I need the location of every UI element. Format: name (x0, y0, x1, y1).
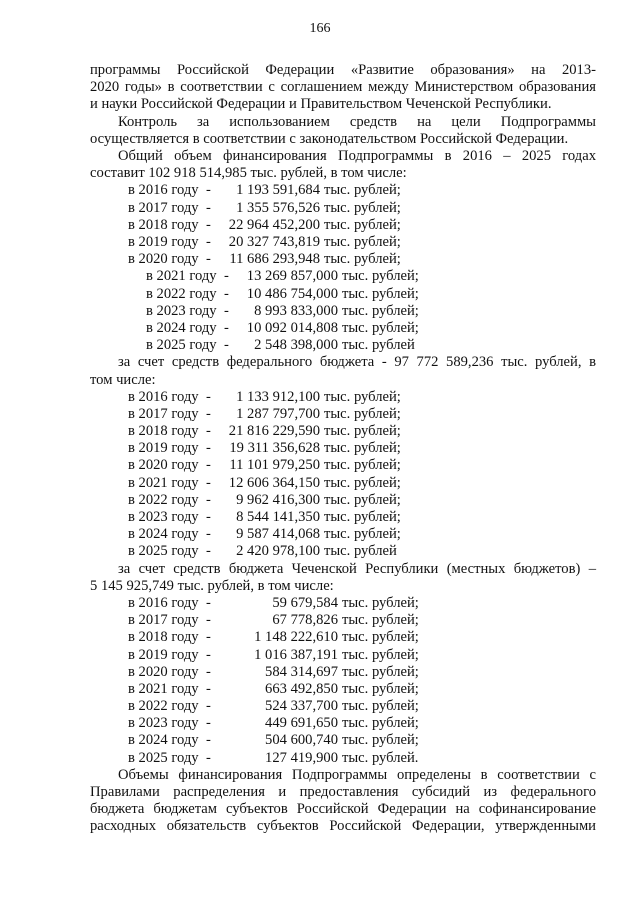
list-item (90, 182, 596, 199)
year-label: в 2019 году (128, 233, 199, 250)
list-item (90, 629, 596, 646)
list-item (90, 595, 596, 612)
unit: тыс. рублей; (342, 680, 419, 697)
text-line: Правилами распределения и предоставления субсидий из федерального (90, 784, 596, 801)
unit: тыс. рублей; (342, 612, 419, 629)
list-item (90, 612, 596, 629)
year-label: в 2021 году (128, 680, 199, 697)
year-label: в 2023 году (146, 302, 217, 319)
dash: - (224, 302, 229, 319)
year-label: в 2016 году (128, 388, 199, 405)
unit: тыс. рублей; (324, 440, 401, 457)
dash: - (206, 629, 211, 646)
list-item (90, 681, 596, 698)
year-label: в 2022 году (128, 698, 199, 715)
text-line: и науки Российской Федерации и Правительством Чеченской Республики. (90, 96, 552, 113)
list-item (90, 200, 596, 217)
year-label: в 2018 году (128, 423, 199, 440)
dash: - (224, 268, 229, 285)
list-item (90, 389, 596, 406)
unit: тыс. рублей; (324, 491, 401, 508)
year-label: в 2022 году (128, 491, 199, 508)
year-label: в 2018 году (128, 629, 199, 646)
closing-paragraph (90, 767, 596, 836)
page-number: 166 (309, 21, 331, 36)
unit: тыс. рублей; (324, 199, 401, 216)
unit: тыс. рублей; (324, 509, 401, 526)
intro-paragraph (90, 62, 596, 114)
text-line: осуществляется в соответствии с законодательством Российской Федерации. (90, 130, 569, 147)
year-label: в 2016 году (128, 594, 199, 611)
dash: - (206, 509, 211, 526)
dash: - (224, 337, 229, 354)
unit: тыс. рублей; (324, 423, 401, 440)
list-item (90, 509, 596, 526)
list-item (90, 234, 596, 251)
unit: тыс. рублей; (342, 646, 419, 663)
dash: - (206, 182, 211, 199)
list-item (90, 217, 596, 234)
dash: - (206, 216, 211, 233)
list-item (90, 251, 596, 268)
unit: тыс. рублей; (324, 526, 401, 543)
amount: 22 964 452,200 (228, 216, 320, 233)
dash: - (206, 732, 211, 749)
year-label: в 2017 году (128, 612, 199, 629)
dash: - (206, 543, 211, 560)
list-item (90, 337, 596, 354)
amount: 13 269 857,000 (246, 268, 338, 285)
list-item (90, 492, 596, 509)
year-label: в 2020 году (128, 251, 199, 268)
year-label: в 2024 году (128, 526, 199, 543)
text-line: бюджета бюджетам субъектов Российской Федерации на софинансирование (90, 801, 596, 818)
list-item (90, 406, 596, 423)
unit: тыс. рублей; (324, 233, 401, 250)
dash: - (206, 474, 211, 491)
unit: тыс. рублей; (324, 251, 401, 268)
unit: тыс. рублей; (342, 715, 419, 732)
amount: 8 544 141,350 (236, 509, 320, 526)
amount: 1 287 797,700 (236, 405, 320, 422)
list-item (90, 320, 596, 337)
amount: 20 327 743,819 (228, 233, 320, 250)
amount: 21 816 229,590 (228, 423, 320, 440)
list-item (90, 526, 596, 543)
text-line: 2020 годы» в соответствии с соглашением между Министерством образования (90, 79, 596, 96)
list-item (90, 732, 596, 749)
unit: тыс. рублей; (324, 457, 401, 474)
text-line: том числе: (90, 371, 156, 388)
dash: - (206, 491, 211, 508)
amount: 67 778,826 (272, 612, 338, 629)
list-item (90, 750, 596, 767)
unit: тыс. рублей; (342, 268, 419, 285)
dash: - (206, 646, 211, 663)
dash: - (206, 388, 211, 405)
amount: 1 133 912,100 (236, 388, 320, 405)
text-line: Объемы финансирования Подпрограммы определены в соответствии с (118, 766, 596, 783)
dash: - (206, 612, 211, 629)
amount: 2 548 398,000 (254, 337, 338, 354)
unit: тыс. рублей. (342, 749, 419, 766)
amount: 11 101 979,250 (229, 457, 320, 474)
unit: тыс. рублей; (342, 732, 419, 749)
text-line: за счет средств бюджета Чеченской Республики (местных бюджетов) – (118, 560, 596, 577)
amount: 2 420 978,100 (236, 543, 320, 560)
unit: тыс. рублей (342, 337, 415, 354)
year-label: в 2023 году (128, 509, 199, 526)
amount: 584 314,697 (265, 663, 338, 680)
dash: - (206, 526, 211, 543)
dash: - (206, 423, 211, 440)
unit: тыс. рублей; (324, 388, 401, 405)
federal-budget-paragraph (90, 354, 596, 388)
amount: 1 016 387,191 (254, 646, 338, 663)
dash: - (206, 457, 211, 474)
unit: тыс. рублей; (342, 594, 419, 611)
list-item (90, 303, 596, 320)
list-item (90, 664, 596, 681)
amount: 1 148 222,610 (254, 629, 338, 646)
unit: тыс. рублей; (324, 405, 401, 422)
dash: - (206, 199, 211, 216)
text-line: составит 102 918 514,985 тыс. рублей, в том числе: (90, 165, 407, 182)
year-label: в 2021 году (146, 268, 217, 285)
amount: 12 606 364,150 (228, 474, 320, 491)
regional-budget-paragraph (90, 561, 596, 595)
dash: - (206, 594, 211, 611)
unit: тыс. рублей; (324, 216, 401, 233)
text-line: расходных обязательств субъектов Российской Федерации, утвержденными (90, 818, 596, 835)
year-label: в 2022 году (146, 285, 217, 302)
list-item (90, 475, 596, 492)
year-label: в 2023 году (128, 715, 199, 732)
amount: 9 587 414,068 (236, 526, 320, 543)
list-item (90, 647, 596, 664)
dash: - (206, 251, 211, 268)
unit: тыс. рублей; (324, 474, 401, 491)
total-by-year-list (90, 182, 596, 354)
amount: 524 337,700 (265, 698, 338, 715)
year-label: в 2021 году (128, 474, 199, 491)
unit: тыс. рублей; (342, 663, 419, 680)
year-label: в 2019 году (128, 646, 199, 663)
control-paragraph (90, 114, 596, 148)
list-item (90, 268, 596, 285)
unit: тыс. рублей; (342, 629, 419, 646)
total-financing-paragraph (90, 148, 596, 182)
year-label: в 2024 году (146, 319, 217, 336)
list-item (90, 698, 596, 715)
text-line: программы Российской Федерации «Развитие образования» на 2013- (90, 62, 596, 78)
year-label: в 2020 году (128, 663, 199, 680)
amount: 1 193 591,684 (236, 182, 320, 199)
amount: 449 691,650 (265, 715, 338, 732)
amount: 19 311 356,628 (229, 440, 320, 457)
document-body (90, 62, 596, 836)
text-line: за счет средств федерального бюджета - 97 772 589,236 тыс. рублей, в (118, 354, 596, 371)
amount: 663 492,850 (265, 680, 338, 697)
year-label: в 2017 году (128, 405, 199, 422)
dash: - (224, 319, 229, 336)
text-line: Общий объем финансирования Подпрограммы в 2016 – 2025 годах (118, 148, 596, 165)
unit: тыс. рублей; (342, 319, 419, 336)
dash: - (224, 285, 229, 302)
dash: - (206, 440, 211, 457)
amount: 11 686 293,948 (229, 251, 320, 268)
amount: 59 679,584 (272, 594, 338, 611)
amount: 8 993 833,000 (254, 302, 338, 319)
unit: тыс. рублей (324, 543, 397, 560)
unit: тыс. рублей; (342, 698, 419, 715)
dash: - (206, 698, 211, 715)
list-item (90, 423, 596, 440)
year-label: в 2018 году (128, 216, 199, 233)
dash: - (206, 715, 211, 732)
year-label: в 2017 году (128, 199, 199, 216)
year-label: в 2025 году (146, 337, 217, 354)
year-label: в 2025 году (128, 749, 199, 766)
year-label: в 2020 году (128, 457, 199, 474)
dash: - (206, 233, 211, 250)
amount: 1 355 576,526 (236, 199, 320, 216)
amount: 127 419,900 (265, 749, 338, 766)
list-item (90, 543, 596, 560)
dash: - (206, 663, 211, 680)
amount: 9 962 416,300 (236, 491, 320, 508)
year-label: в 2016 году (128, 182, 199, 199)
text-line: Контроль за использованием средств на цели Подпрограммы (118, 113, 596, 130)
list-item (90, 286, 596, 303)
dash: - (206, 680, 211, 697)
year-label: в 2025 году (128, 543, 199, 560)
year-label: в 2019 году (128, 440, 199, 457)
unit: тыс. рублей; (342, 302, 419, 319)
amount: 10 486 754,000 (246, 285, 338, 302)
unit: тыс. рублей; (342, 285, 419, 302)
amount: 504 600,740 (265, 732, 338, 749)
regional-by-year-list (90, 595, 596, 767)
federal-by-year-list (90, 389, 596, 561)
list-item (90, 715, 596, 732)
year-label: в 2024 году (128, 732, 199, 749)
unit: тыс. рублей; (324, 182, 401, 199)
list-item (90, 440, 596, 457)
text-line: 5 145 925,749 тыс. рублей, в том числе: (90, 577, 334, 594)
dash: - (206, 405, 211, 422)
amount: 10 092 014,808 (246, 319, 338, 336)
dash: - (206, 749, 211, 766)
list-item (90, 457, 596, 474)
